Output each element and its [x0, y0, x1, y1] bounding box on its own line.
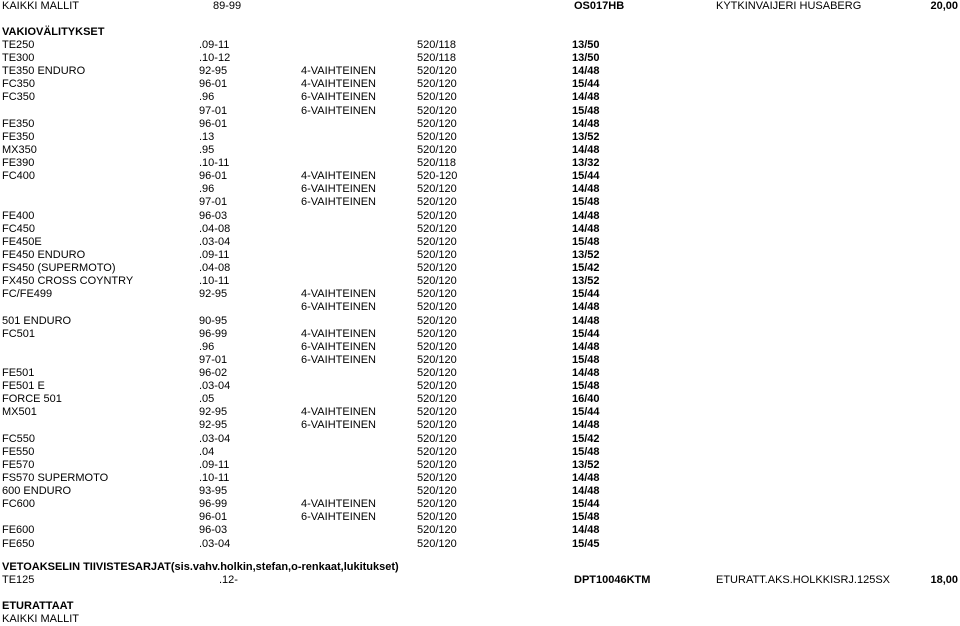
cell-gear: 4-VAIHTEINEN — [301, 78, 376, 90]
cell-year: .10-11 — [199, 472, 230, 484]
cell-model: FC450 — [2, 223, 36, 235]
cell-gear: 4-VAIHTEINEN — [301, 498, 376, 510]
table-row — [0, 419, 960, 432]
table-row — [0, 538, 960, 551]
cell-model: TE300 — [2, 52, 35, 64]
table-row — [0, 131, 960, 144]
cell-sprockets: 15/44 — [572, 498, 600, 510]
cell-chain: 520/120 — [417, 328, 457, 340]
table-row — [0, 144, 960, 157]
cell-sprockets: 14/48 — [572, 210, 600, 222]
table-row — [0, 236, 960, 249]
cell-gear: 4-VAIHTEINEN — [301, 288, 376, 300]
cell-chain: 520/120 — [417, 210, 457, 222]
cell-year: 92-95 — [199, 419, 228, 431]
table-row — [0, 65, 960, 78]
cell-sprockets: 15/44 — [572, 406, 600, 418]
cell-sprockets: 13/52 — [572, 249, 600, 261]
cell-chain: 520/120 — [417, 341, 457, 353]
cell-gear: 4-VAIHTEINEN — [301, 406, 376, 418]
cell-chain: 520/120 — [417, 433, 457, 445]
cell-year: .09-11 — [199, 249, 230, 261]
cell-model: FORCE 501 — [2, 393, 62, 405]
cell-year: .09-11 — [199, 459, 230, 471]
cell-sprockets: 15/48 — [572, 196, 600, 208]
header-models: KAIKKI MALLIT — [2, 0, 80, 12]
cell-year: 92-95 — [199, 288, 228, 300]
table-row — [0, 183, 960, 196]
table-row — [0, 498, 960, 511]
cell-chain: 520/118 — [417, 52, 456, 64]
seal-price: 18,00 — [930, 574, 958, 586]
cell-model: 600 ENDURO — [2, 485, 72, 497]
cell-chain: 520/120 — [417, 498, 457, 510]
cell-sprockets: 14/48 — [572, 91, 600, 103]
cell-year: .96 — [199, 341, 215, 353]
cell-model: FE570 — [2, 459, 35, 471]
cell-model: FE650 — [2, 538, 35, 550]
cell-model: FS570 SUPERMOTO — [2, 472, 109, 484]
cell-model: FC/FE499 — [2, 288, 53, 300]
cell-model: FE350 — [2, 131, 35, 143]
cell-chain: 520/120 — [417, 524, 457, 536]
cell-chain: 520/120 — [417, 472, 457, 484]
table-row — [0, 301, 960, 314]
cell-sprockets: 13/52 — [572, 275, 600, 287]
cell-gear: 4-VAIHTEINEN — [301, 65, 376, 77]
cell-sprockets: 14/48 — [572, 118, 600, 130]
header-code: OS017HB — [574, 0, 625, 12]
cell-year: 96-99 — [199, 328, 228, 340]
cell-model: FE501 E — [2, 380, 45, 392]
front-title: ETURATTAAT — [2, 600, 74, 612]
header-years: 89-99 — [213, 0, 242, 12]
cell-sprockets: 15/42 — [572, 262, 600, 274]
cell-year: 90-95 — [199, 315, 228, 327]
cell-sprockets: 16/40 — [572, 393, 600, 405]
cell-chain: 520/120 — [417, 249, 457, 261]
cell-chain: 520/120 — [417, 354, 457, 366]
cell-year: 96-01 — [199, 78, 228, 90]
table-row — [0, 446, 960, 459]
cell-gear: 6-VAIHTEINEN — [301, 354, 376, 366]
cell-model: FE350 — [2, 118, 35, 130]
cell-sprockets: 15/44 — [572, 288, 600, 300]
cell-model: FS450 (SUPERMOTO) — [2, 262, 116, 274]
table-row — [0, 315, 960, 328]
cell-chain: 520/120 — [417, 446, 457, 458]
cell-gear: 6-VAIHTEINEN — [301, 91, 376, 103]
table-row — [0, 210, 960, 223]
cell-gear: 6-VAIHTEINEN — [301, 301, 376, 313]
front-subtitle: KAIKKI MALLIT — [2, 613, 80, 625]
cell-model: FC400 — [2, 170, 36, 182]
standard-title: VAKIOVÄLITYKSET — [2, 26, 105, 38]
cell-gear: 6-VAIHTEINEN — [301, 196, 376, 208]
cell-sprockets: 15/48 — [572, 105, 600, 117]
cell-year: 96-01 — [199, 511, 228, 523]
seal-code: DPT10046KTM — [574, 574, 651, 586]
cell-model: FC350 — [2, 91, 36, 103]
table-row — [0, 367, 960, 380]
table-row — [0, 78, 960, 91]
cell-sprockets: 14/48 — [572, 419, 600, 431]
cell-sprockets: 15/42 — [572, 433, 600, 445]
cell-chain: 520/120 — [417, 538, 457, 550]
cell-sprockets: 15/48 — [572, 236, 600, 248]
table-row — [0, 170, 960, 183]
cell-chain: 520/120 — [417, 288, 457, 300]
cell-chain: 520/118 — [417, 157, 456, 169]
cell-model: FE450 ENDURO — [2, 249, 86, 261]
cell-year: 92-95 — [199, 406, 228, 418]
cell-model: 501 ENDURO — [2, 315, 72, 327]
seal-description: ETURATT.AKS.HOLKKISRJ.125SX — [716, 574, 891, 586]
cell-gear: 6-VAIHTEINEN — [301, 105, 376, 117]
cell-sprockets: 14/48 — [572, 65, 600, 77]
cell-chain: 520/120 — [417, 236, 457, 248]
header-row — [0, 0, 960, 13]
cell-year: .03-04 — [199, 380, 231, 392]
cell-year: 97-01 — [199, 354, 228, 366]
cell-sprockets: 15/48 — [572, 446, 600, 458]
table-row — [0, 406, 960, 419]
cell-sprockets: 15/45 — [572, 538, 600, 550]
table-row — [0, 262, 960, 275]
table-row — [0, 511, 960, 524]
cell-model: FX450 CROSS COYNTRY — [2, 275, 134, 287]
cell-sprockets: 14/48 — [572, 472, 600, 484]
cell-year: .96 — [199, 91, 215, 103]
table-row — [0, 524, 960, 537]
cell-year: 96-01 — [199, 118, 228, 130]
cell-year: .04-08 — [199, 223, 231, 235]
cell-model: FC600 — [2, 498, 36, 510]
header-description: KYTKINVAIJERI HUSABERG — [716, 0, 862, 12]
cell-chain: 520/120 — [417, 485, 457, 497]
table-row — [0, 341, 960, 354]
cell-sprockets: 14/48 — [572, 144, 600, 156]
cell-gear: 6-VAIHTEINEN — [301, 511, 376, 523]
cell-sprockets: 14/48 — [572, 183, 600, 195]
cell-sprockets: 15/44 — [572, 170, 600, 182]
table-row — [0, 459, 960, 472]
cell-sprockets: 14/48 — [572, 315, 600, 327]
cell-chain: 520/120 — [417, 275, 457, 287]
header-price: 20,00 — [930, 0, 958, 12]
cell-year: .09-11 — [199, 39, 230, 51]
cell-sprockets: 13/50 — [572, 39, 600, 51]
table-row — [0, 223, 960, 236]
cell-sprockets: 14/48 — [572, 223, 600, 235]
cell-year: .96 — [199, 183, 215, 195]
cell-sprockets: 13/52 — [572, 459, 600, 471]
cell-chain: 520/120 — [417, 315, 457, 327]
seal-year: .12- — [219, 574, 238, 586]
table-row — [0, 485, 960, 498]
cell-model: FE600 — [2, 524, 35, 536]
cell-chain: 520/120 — [417, 223, 457, 235]
cell-year: .10-12 — [199, 52, 231, 64]
cell-year: .03-04 — [199, 433, 231, 445]
section-title-seals — [0, 561, 960, 574]
table-row — [0, 52, 960, 65]
cell-year: 97-01 — [199, 105, 228, 117]
cell-sprockets: 15/48 — [572, 380, 600, 392]
cell-gear: 4-VAIHTEINEN — [301, 170, 376, 182]
cell-model: TE350 ENDURO — [2, 65, 86, 77]
cell-chain: 520/120 — [417, 118, 457, 130]
cell-year: 97-01 — [199, 196, 228, 208]
cell-chain: 520/120 — [417, 511, 457, 523]
cell-model: FE450E — [2, 236, 42, 248]
cell-year: 93-95 — [199, 485, 228, 497]
cell-sprockets: 14/48 — [572, 524, 600, 536]
cell-model: FE390 — [2, 157, 35, 169]
cell-model: TE250 — [2, 39, 35, 51]
table-row — [0, 354, 960, 367]
cell-chain: 520/120 — [417, 65, 457, 77]
cell-sprockets: 14/48 — [572, 301, 600, 313]
table-row — [0, 275, 960, 288]
cell-sprockets: 13/32 — [572, 157, 600, 169]
table-row — [0, 393, 960, 406]
cell-year: .10-11 — [199, 157, 230, 169]
cell-year: .04-08 — [199, 262, 231, 274]
cell-gear: 4-VAIHTEINEN — [301, 328, 376, 340]
cell-sprockets: 15/44 — [572, 328, 600, 340]
seal-model: TE125 — [2, 574, 35, 586]
cell-year: .03-04 — [199, 538, 231, 550]
section-title-standard — [0, 26, 960, 39]
cell-sprockets: 14/48 — [572, 367, 600, 379]
cell-chain: 520/120 — [417, 380, 457, 392]
cell-chain: 520/120 — [417, 91, 457, 103]
cell-sprockets: 15/44 — [572, 78, 600, 90]
table-row — [0, 433, 960, 446]
cell-chain: 520/120 — [417, 144, 457, 156]
cell-gear: 6-VAIHTEINEN — [301, 183, 376, 195]
cell-year: .04 — [199, 446, 215, 458]
table-row — [0, 380, 960, 393]
cell-chain: 520/120 — [417, 131, 457, 143]
cell-year: .95 — [199, 144, 215, 156]
cell-sprockets: 14/48 — [572, 341, 600, 353]
cell-chain: 520/120 — [417, 196, 457, 208]
table-row — [0, 288, 960, 301]
cell-model: FE550 — [2, 446, 35, 458]
table-row — [0, 39, 960, 52]
table-row — [0, 196, 960, 209]
cell-model: FE400 — [2, 210, 35, 222]
table-row — [0, 118, 960, 131]
cell-chain: 520-120 — [417, 170, 458, 182]
cell-sprockets: 13/52 — [572, 131, 600, 143]
cell-model: FC550 — [2, 433, 36, 445]
cell-chain: 520/120 — [417, 406, 457, 418]
cell-chain: 520/120 — [417, 419, 457, 431]
cell-year: 96-03 — [199, 210, 228, 222]
cell-sprockets: 15/48 — [572, 511, 600, 523]
table-row — [0, 472, 960, 485]
cell-year: 96-01 — [199, 170, 228, 182]
cell-model: FC501 — [2, 328, 36, 340]
cell-year: 92-95 — [199, 65, 228, 77]
cell-year: .10-11 — [199, 275, 230, 287]
cell-model: MX350 — [2, 144, 37, 156]
cell-sprockets: 13/50 — [572, 52, 600, 64]
cell-year: .03-04 — [199, 236, 231, 248]
table-row — [0, 157, 960, 170]
cell-chain: 520/120 — [417, 459, 457, 471]
cell-chain: 520/120 — [417, 393, 457, 405]
seal-kit-row — [0, 574, 960, 587]
cell-year: .05 — [199, 393, 215, 405]
cell-year: 96-03 — [199, 524, 228, 536]
cell-chain: 520/120 — [417, 301, 457, 313]
table-row — [0, 91, 960, 104]
table-row — [0, 249, 960, 262]
cell-year: 96-02 — [199, 367, 228, 379]
cell-gear: 6-VAIHTEINEN — [301, 419, 376, 431]
cell-gear: 6-VAIHTEINEN — [301, 341, 376, 353]
cell-sprockets: 15/48 — [572, 354, 600, 366]
cell-year: .13 — [199, 131, 215, 143]
cell-chain: 520/120 — [417, 78, 457, 90]
cell-year: 96-99 — [199, 498, 228, 510]
seals-title: VETOAKSELIN TIIVISTESARJAT(sis.vahv.holkin,stefan,o-renkaat,lukitukset) — [2, 561, 399, 573]
cell-sprockets: 14/48 — [572, 485, 600, 497]
front-subtitle-row — [0, 613, 960, 626]
cell-model: MX501 — [2, 406, 37, 418]
cell-model: FC350 — [2, 78, 36, 90]
cell-model: FE501 — [2, 367, 35, 379]
section-title-front — [0, 600, 960, 613]
table-row — [0, 328, 960, 341]
table-row — [0, 105, 960, 118]
cell-chain: 520/118 — [417, 39, 456, 51]
cell-chain: 520/120 — [417, 105, 457, 117]
cell-chain: 520/120 — [417, 183, 457, 195]
cell-chain: 520/120 — [417, 367, 457, 379]
cell-chain: 520/120 — [417, 262, 457, 274]
